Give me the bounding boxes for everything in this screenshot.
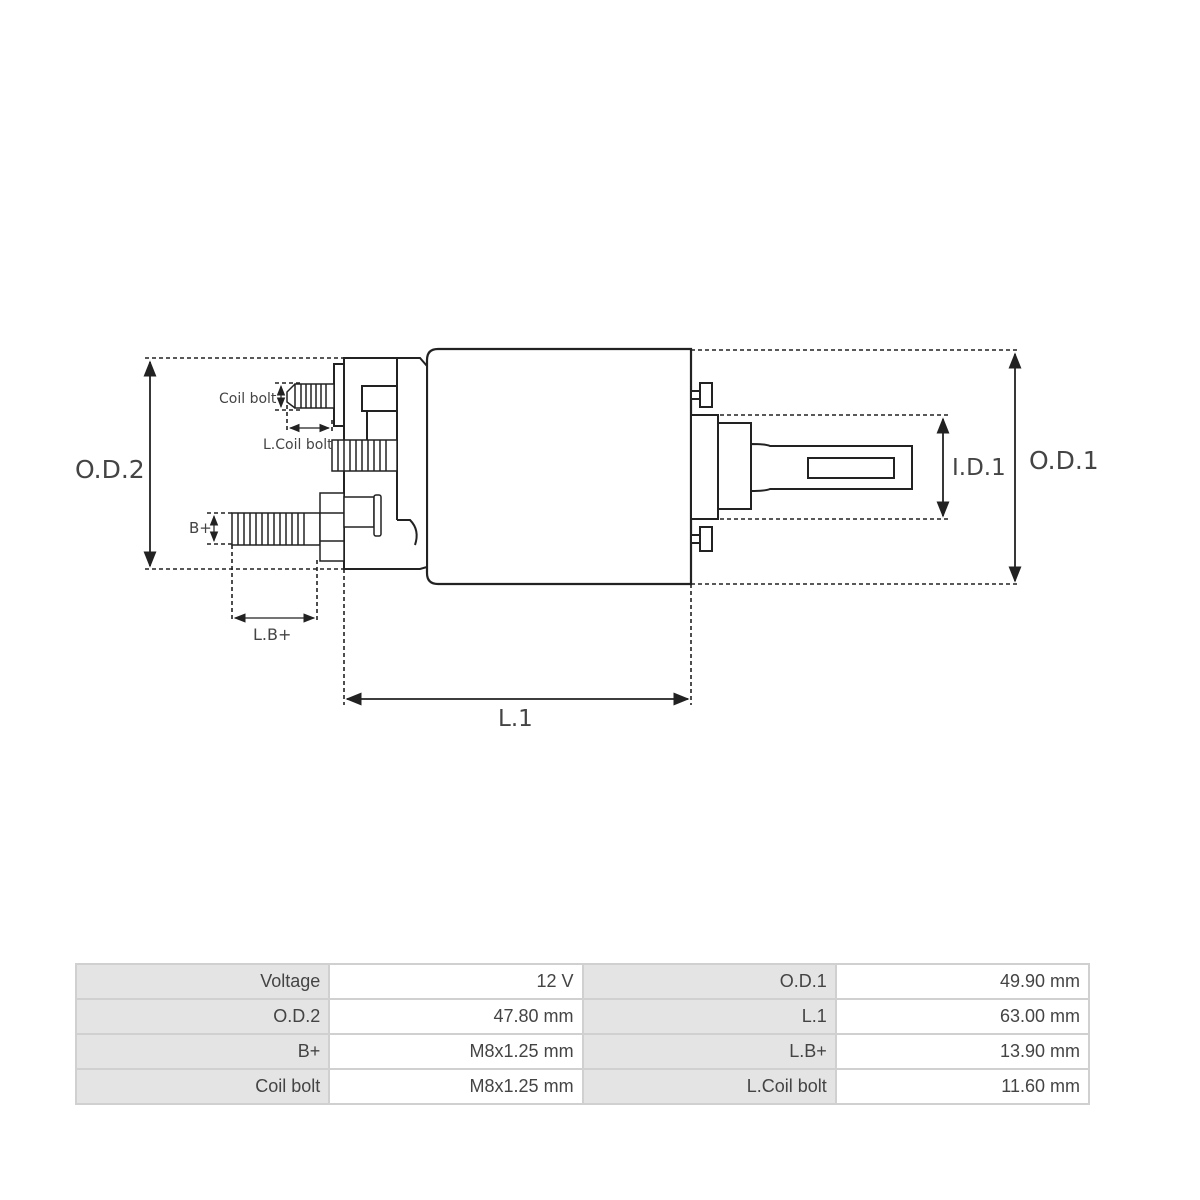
middle-stud	[332, 440, 397, 471]
spec-label-od1: O.D.1	[583, 964, 836, 999]
table-row	[76, 1034, 1089, 1069]
table-row	[76, 1069, 1089, 1104]
spec-label-bplus: B+	[76, 1034, 329, 1069]
coil-bolt-label: Coil bolt	[219, 391, 277, 407]
l-coil-bolt-label: L.Coil bolt	[263, 437, 333, 453]
table-row	[76, 964, 1089, 999]
spec-value-voltage: 12 V	[329, 964, 582, 999]
spec-value-lbplus: 13.90 mm	[836, 1034, 1089, 1069]
spec-value-coil-bolt: M8x1.25 mm	[329, 1069, 582, 1104]
specifications-table	[75, 963, 1090, 1105]
lbplus-label: L.B+	[253, 625, 292, 644]
spec-label-lbplus: L.B+	[583, 1034, 836, 1069]
spec-label-coil-bolt: Coil bolt	[76, 1069, 329, 1104]
spec-value-l-coil-bolt: 11.60 mm	[836, 1069, 1089, 1104]
spec-label-voltage: Voltage	[76, 964, 329, 999]
plunger-assembly	[691, 383, 912, 551]
spec-value-od1: 49.90 mm	[836, 964, 1089, 999]
plunger-slot	[808, 458, 894, 478]
spec-label-l1: L.1	[583, 999, 836, 1034]
spec-value-l1: 63.00 mm	[836, 999, 1089, 1034]
od2-label: O.D.2	[75, 455, 145, 484]
spec-value-od2: 47.80 mm	[329, 999, 582, 1034]
spec-value-bplus: M8x1.25 mm	[329, 1034, 582, 1069]
od1-label: O.D.1	[1029, 446, 1099, 475]
spec-label-od2: O.D.2	[76, 999, 329, 1034]
table-row	[76, 999, 1089, 1034]
id1-label: I.D.1	[952, 455, 1006, 481]
bplus-label: B+	[189, 519, 212, 537]
coil-bolt	[287, 384, 334, 408]
spec-label-l-coil-bolt: L.Coil bolt	[583, 1069, 836, 1104]
l1-label: L.1	[498, 706, 533, 732]
solenoid-body	[427, 349, 691, 584]
